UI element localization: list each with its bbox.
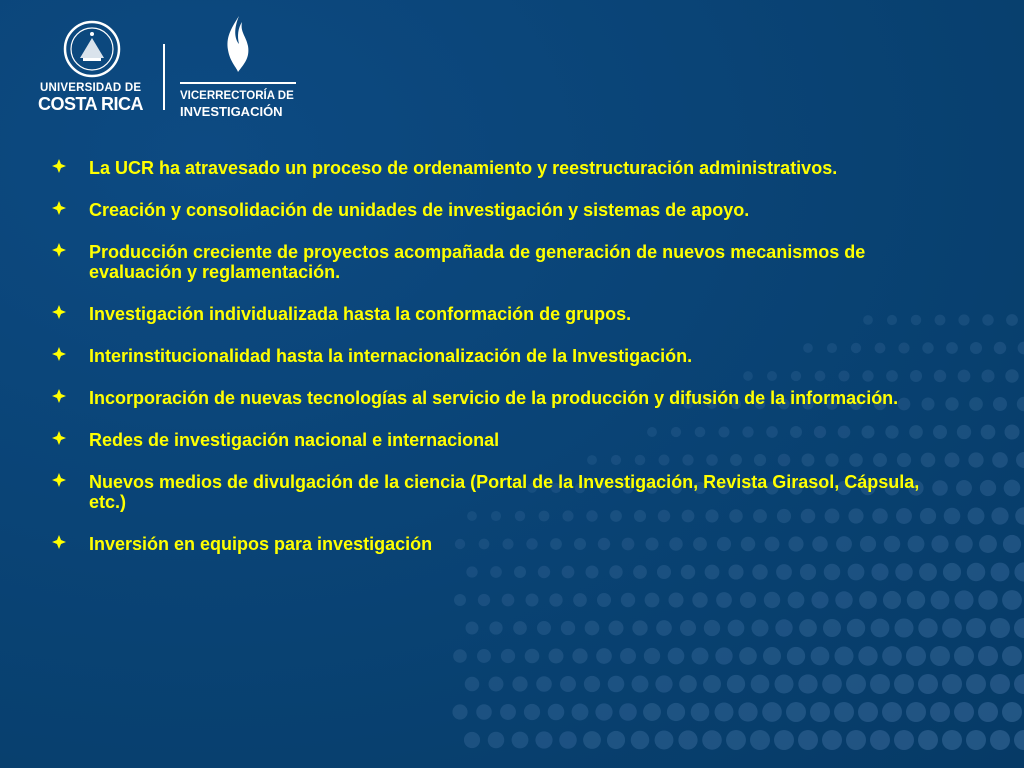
- background-dot: [537, 621, 551, 635]
- background-dot: [1005, 369, 1018, 382]
- background-dot: [1002, 646, 1022, 666]
- diamond-bullet-icon: [52, 389, 66, 403]
- background-dot: [992, 452, 1008, 468]
- background-dot: [644, 648, 660, 664]
- bullet-text: La UCR ha atravesado un proceso de ordenamiento y reestructuración administrativos.: [89, 158, 838, 178]
- background-dot: [764, 592, 780, 608]
- background-dot: [942, 730, 962, 750]
- background-dot: [775, 675, 794, 694]
- background-dot: [967, 563, 986, 582]
- background-dot: [488, 732, 505, 749]
- background-dot: [799, 619, 817, 637]
- background-dot: [994, 342, 1006, 354]
- background-dot: [691, 703, 710, 722]
- background-dot: [1002, 702, 1022, 722]
- background-dot: [1016, 452, 1024, 468]
- background-dot: [525, 649, 540, 664]
- background-dot: [774, 730, 794, 750]
- background-dot: [1014, 562, 1024, 581]
- background-dot: [645, 593, 660, 608]
- ucr-logo: [38, 20, 150, 112]
- background-dot: [978, 702, 998, 722]
- background-dot: [787, 647, 805, 665]
- background-dot: [954, 702, 974, 722]
- diamond-bullet-icon: [52, 305, 66, 319]
- bullet-text: Inversión en equipos para investigación: [89, 534, 433, 554]
- background-dot: [1002, 590, 1022, 610]
- background-dot: [464, 732, 480, 748]
- background-dot: [452, 704, 467, 719]
- background-dot: [858, 702, 878, 722]
- background-dot: [583, 731, 601, 749]
- vicerrectoria-logo: [180, 14, 300, 119]
- background-dot: [549, 593, 562, 606]
- background-dot: [970, 342, 982, 354]
- background-dot: [585, 621, 600, 636]
- background-dot: [692, 592, 707, 607]
- background-dot: [727, 675, 745, 693]
- bullet-text: Incorporación de nuevas tecnologías al servicio de la producción y difusión de la información.: [89, 388, 899, 408]
- background-dot: [478, 594, 490, 606]
- background-dot: [846, 674, 866, 694]
- vicerrectoria-name-line2: INVESTIGACIÓN: [180, 104, 283, 119]
- background-dot: [536, 676, 552, 692]
- background-dot: [1015, 507, 1024, 525]
- background-dot: [991, 507, 1008, 524]
- background-dot: [559, 731, 577, 749]
- background-dot: [702, 730, 722, 750]
- background-dot: [834, 702, 854, 722]
- background-dot: [982, 314, 993, 325]
- background-dot: [942, 618, 962, 638]
- bullet-item: [52, 534, 952, 554]
- background-dot: [788, 592, 805, 609]
- background-dot: [762, 702, 782, 722]
- background-dot: [954, 646, 974, 666]
- background-dot: [703, 675, 721, 693]
- background-dot: [632, 620, 647, 635]
- background-dot: [502, 594, 515, 607]
- background-dot: [655, 731, 674, 750]
- background-dot: [535, 731, 552, 748]
- background-dot: [489, 677, 504, 692]
- background-dot: [691, 647, 708, 664]
- background-dot: [870, 674, 890, 694]
- bullet-item: [52, 430, 952, 450]
- background-dot: [835, 591, 852, 608]
- background-dot: [477, 649, 491, 663]
- background-dot: [632, 676, 649, 693]
- background-dot: [608, 676, 625, 693]
- background-dot: [958, 314, 969, 325]
- background-dot: [955, 535, 973, 553]
- background-dot: [957, 425, 971, 439]
- background-dot: [980, 480, 996, 496]
- background-dot: [978, 590, 997, 609]
- background-dot: [883, 591, 901, 609]
- background-dot: [834, 646, 853, 665]
- background-dot: [466, 622, 479, 635]
- background-dot: [751, 675, 770, 694]
- background-dot: [990, 730, 1010, 750]
- background-dot: [751, 619, 768, 636]
- diamond-bullet-icon: [52, 535, 66, 549]
- background-dot: [750, 730, 770, 750]
- background-dot: [667, 703, 685, 721]
- diamond-bullet-icon: [52, 473, 66, 487]
- background-dot: [643, 703, 661, 721]
- background-dot: [822, 674, 842, 694]
- background-dot: [560, 676, 576, 692]
- background-dot: [907, 591, 925, 609]
- vicerrectoria-name-line1: VICERRECTORÍA DE: [180, 90, 294, 102]
- background-dot: [655, 675, 672, 692]
- background-dot: [894, 618, 913, 637]
- background-dot: [1017, 397, 1024, 411]
- background-dot: [870, 730, 890, 750]
- bullet-text: Producción creciente de proyectos acompañada de generación de nuevos mecanismos de evaluación y reglamentación.: [89, 242, 866, 282]
- bullet-item: [52, 388, 952, 408]
- background-dot: [738, 702, 757, 721]
- background-dot: [954, 590, 973, 609]
- background-dot: [906, 702, 926, 722]
- background-dot: [668, 592, 683, 607]
- background-dot: [584, 676, 600, 692]
- background-dot: [846, 730, 866, 750]
- background-dot: [668, 648, 685, 665]
- background-dot: [524, 704, 540, 720]
- bullet-text: Nuevos medios de divulgación de la ciencia (Portal de la Investigación, Revista Girasol, Cápsula, etc.): [89, 472, 920, 512]
- background-dot: [561, 621, 575, 635]
- background-dot: [597, 593, 611, 607]
- background-dot: [775, 619, 792, 636]
- background-dot: [573, 593, 587, 607]
- background-dot: [549, 649, 564, 664]
- background-dot: [930, 646, 950, 666]
- background-dot: [656, 620, 672, 636]
- diamond-bullet-icon: [52, 159, 66, 173]
- background-dot: [811, 647, 830, 666]
- background-dot: [1018, 342, 1024, 355]
- background-dot: [596, 648, 612, 664]
- background-dot: [548, 704, 565, 721]
- background-dot: [715, 703, 734, 722]
- background-dot: [918, 618, 937, 637]
- diamond-bullet-icon: [52, 243, 66, 257]
- bullet-list: [52, 158, 952, 576]
- bullet-item: [52, 346, 952, 366]
- background-dot: [942, 674, 962, 694]
- background-dot: [572, 648, 587, 663]
- background-dot: [726, 730, 746, 750]
- bullet-item: [52, 200, 952, 220]
- university-name-line1: UNIVERSIDAD DE: [40, 82, 142, 94]
- background-dot: [501, 649, 515, 663]
- background-dot: [918, 674, 938, 694]
- bullet-text: Creación y consolidación de unidades de investigación y sistemas de apoyo.: [89, 200, 750, 220]
- background-dot: [930, 702, 950, 722]
- background-dot: [968, 452, 983, 467]
- background-dot: [572, 704, 589, 721]
- background-dot: [882, 702, 902, 722]
- diamond-bullet-icon: [52, 201, 66, 215]
- background-dot: [798, 674, 817, 693]
- background-dot: [906, 646, 926, 666]
- background-dot: [978, 646, 998, 666]
- background-dot: [621, 593, 635, 607]
- background-dot: [966, 730, 986, 750]
- bullet-text: Redes de investigación nacional e internacional: [89, 430, 500, 450]
- background-dot: [763, 647, 781, 665]
- background-dot: [620, 648, 636, 664]
- background-dot: [798, 730, 818, 750]
- background-dot: [990, 618, 1010, 638]
- background-dot: [969, 397, 983, 411]
- bullet-item: [52, 242, 952, 282]
- bullet-item: [52, 304, 952, 324]
- background-dot: [595, 703, 612, 720]
- background-dot: [1003, 535, 1021, 553]
- background-dot: [608, 620, 623, 635]
- background-dot: [465, 677, 480, 692]
- logo-divider: [163, 44, 165, 110]
- background-dot: [966, 618, 986, 638]
- background-dot: [882, 646, 902, 666]
- flame-icon: [220, 14, 256, 74]
- background-dot: [811, 591, 828, 608]
- background-dot: [894, 730, 914, 750]
- background-dot: [512, 732, 529, 749]
- background-dot: [680, 620, 696, 636]
- background-dot: [810, 702, 830, 722]
- background-dot: [715, 647, 732, 664]
- background-dot: [956, 480, 972, 496]
- university-seal-icon: [63, 20, 121, 78]
- background-dot: [858, 646, 877, 665]
- background-dot: [991, 563, 1010, 582]
- background-dot: [704, 620, 720, 636]
- vicerrectoria-rule: [180, 82, 296, 84]
- background-dot: [678, 730, 697, 749]
- background-dot: [1004, 480, 1021, 497]
- university-name-line2: COSTA RICA: [38, 94, 143, 114]
- bullet-text: Interinstitucionalidad hasta la internacionalización de la Investigación.: [89, 346, 693, 366]
- background-dot: [500, 704, 516, 720]
- background-dot: [822, 730, 842, 750]
- background-dot: [716, 592, 732, 608]
- background-dot: [740, 592, 756, 608]
- background-dot: [968, 508, 985, 525]
- background-dot: [619, 703, 637, 721]
- background-dot: [786, 702, 806, 722]
- background-dot: [979, 535, 997, 553]
- bullet-text: Investigación individualizada hasta la conformación de grupos.: [89, 304, 632, 324]
- background-dot: [476, 704, 492, 720]
- background-dot: [894, 674, 914, 694]
- background-dot: [1004, 424, 1019, 439]
- background-dot: [607, 731, 625, 749]
- background-dot: [453, 649, 467, 663]
- background-dot: [990, 674, 1010, 694]
- bullet-item: [52, 472, 952, 512]
- background-dot: [966, 674, 986, 694]
- background-dot: [823, 619, 841, 637]
- background-dot: [1014, 618, 1024, 638]
- background-dot: [1006, 314, 1018, 326]
- background-dot: [454, 594, 466, 606]
- background-dot: [1014, 674, 1024, 694]
- background-dot: [859, 591, 877, 609]
- background-dot: [993, 397, 1007, 411]
- background-dot: [1014, 730, 1024, 750]
- background-dot: [728, 620, 745, 637]
- background-dot: [931, 591, 950, 610]
- background-dot: [489, 621, 502, 634]
- background-dot: [631, 731, 650, 750]
- background-dot: [958, 370, 971, 383]
- background-dot: [513, 621, 527, 635]
- diamond-bullet-icon: [52, 431, 66, 445]
- background-dot: [981, 425, 996, 440]
- background-dot: [918, 730, 938, 750]
- background-dot: [847, 619, 865, 637]
- background-dot: [525, 593, 538, 606]
- background-dot: [739, 647, 757, 665]
- background-dot: [981, 369, 994, 382]
- background-dot: [679, 675, 697, 693]
- background-dot: [512, 676, 527, 691]
- background-dot: [871, 619, 890, 638]
- diamond-bullet-icon: [52, 347, 66, 361]
- bullet-item: [52, 158, 952, 178]
